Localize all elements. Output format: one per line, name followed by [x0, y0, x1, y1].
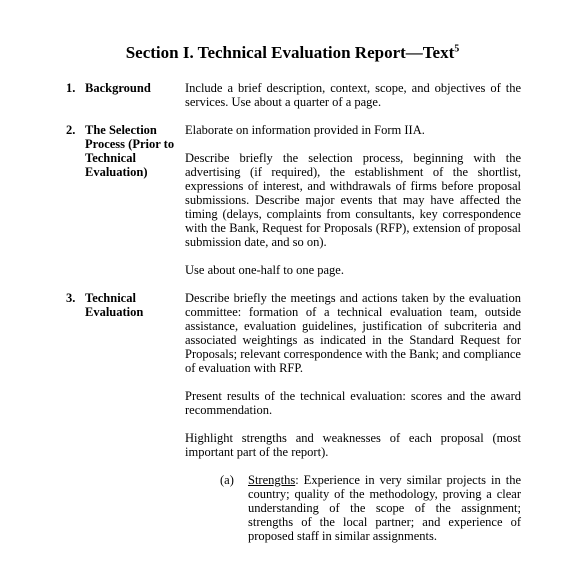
section-label: [85, 123, 185, 179]
title-footnote: 5: [454, 43, 460, 55]
subitem-text: [248, 473, 521, 543]
section-label: [85, 81, 185, 95]
section-paragraph: Describe briefly the selection process, beginning with the advertising (if required), the establishment of the shortlist, expressions of interest, and withdrawals of firms before proposal submissions. Describe major events that may have affected the timing (delays, complaints from consultants, key correspondence with the Bank, Request for Proposals (RFP), extension of proposal submission date, and so on).: [185, 151, 521, 249]
section-number: 2.: [66, 123, 76, 137]
section-paragraph: Highlight strengths and weaknesses of each proposal (most important part of the report).: [185, 431, 521, 459]
section-label-line: Technical: [85, 291, 136, 305]
section-label: [85, 291, 185, 319]
subitem-strengths: [185, 473, 521, 543]
title-text: Section I. Technical Evaluation Report—Text: [125, 43, 455, 62]
subitem-heading: Strengths: [248, 473, 296, 487]
section-paragraph: Include a brief description, context, scope, and objectives of the services. Use about a quarter of a page.: [185, 81, 521, 109]
section-label-line: Technical: [85, 151, 136, 165]
subitem-description: : Experience in very similar projects in the country; quality of the methodology, proving a clear understanding of the scope of the assignment; strengths of the local partner; and experience of proposed staff in similar assignments.: [248, 473, 521, 543]
section-paragraph: Present results of the technical evaluation: scores and the award recommendation.: [185, 389, 521, 417]
subitem-marker: (a): [220, 473, 234, 487]
section-number: 3.: [66, 291, 76, 305]
section-number: 1.: [66, 81, 76, 95]
section-label-line: Background: [85, 81, 151, 95]
section-paragraph: Elaborate on information provided in Form IIA.: [185, 123, 425, 137]
section-body: [185, 81, 521, 109]
section-body: [185, 291, 521, 543]
section-paragraph: Use about one-half to one page.: [185, 263, 344, 277]
section-label-line: The Selection: [85, 123, 157, 137]
section-label-line: Process (Prior to: [85, 137, 175, 151]
section-label-line: Evaluation): [85, 165, 148, 179]
section-paragraph: Describe briefly the meetings and actions taken by the evaluation committee: formation of a technical evaluation team, outside assistance, evaluation guidelines, justification of subcriteria and associated weightings as indicated in the Standard Request for Proposals; relevant correspondence with the Bank; and compliance of evaluation with RFP.: [185, 291, 521, 375]
section-body: [185, 123, 521, 277]
page-title: [0, 42, 585, 64]
section-label-line: Evaluation: [85, 305, 144, 319]
